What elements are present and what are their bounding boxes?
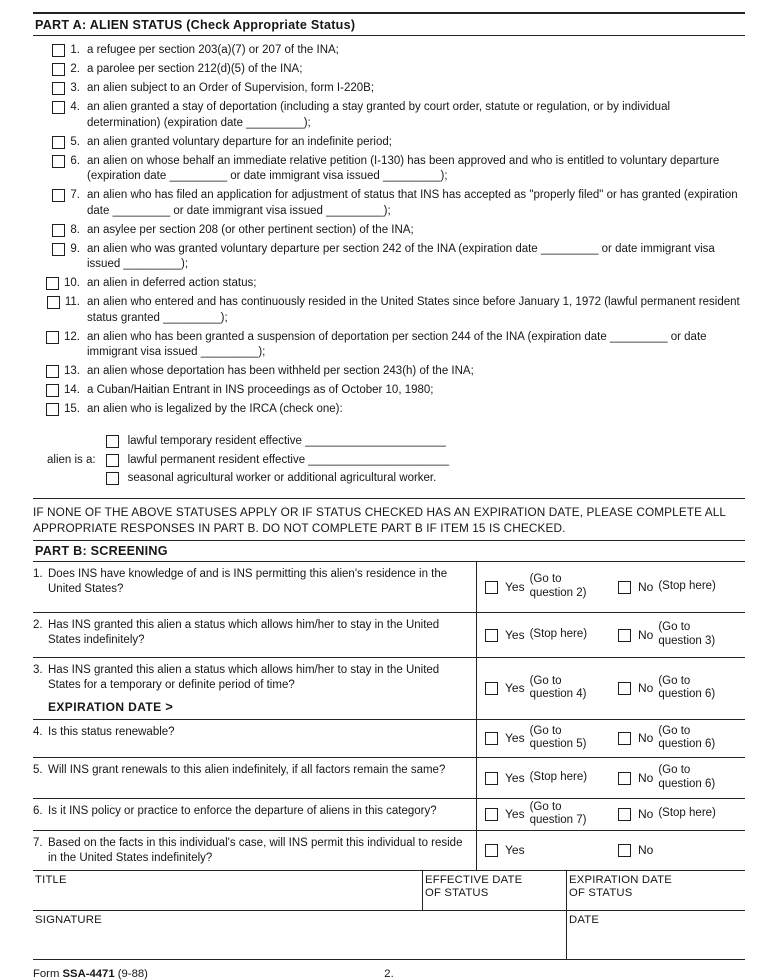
item-number: 6.	[70, 154, 80, 167]
question-number: 4.	[33, 725, 43, 738]
status-checkbox-14[interactable]	[46, 384, 59, 397]
yes-cell-q2	[477, 613, 610, 657]
yes-cell-q5	[477, 758, 610, 798]
yes-label: Yes	[505, 843, 525, 857]
no-cell-q7	[610, 831, 745, 870]
yes-checkbox-q7[interactable]	[485, 844, 498, 857]
form-footer	[33, 960, 745, 980]
status-item-9	[33, 242, 745, 273]
status-checkbox-11[interactable]	[47, 296, 60, 309]
signature-field[interactable]	[33, 911, 567, 960]
part-a-header: PART A: ALIEN STATUS (Check Appropriate Status)	[33, 12, 745, 36]
no-note: (Stop here)	[658, 807, 716, 820]
title-field[interactable]	[33, 871, 423, 911]
status-checkbox-6[interactable]	[52, 155, 65, 168]
status-checkbox-10[interactable]	[46, 277, 59, 290]
item-number: 13.	[64, 365, 80, 377]
effective-date-label: EFFECTIVE DATE OF STATUS	[425, 873, 523, 899]
item-text: an alien granted voluntary departure for an indefinite period;	[87, 135, 392, 148]
question-number: 7.	[33, 836, 43, 849]
yes-label: Yes	[505, 770, 525, 785]
page-number: 2.	[384, 967, 394, 980]
item-number: 12.	[64, 330, 80, 343]
status-checkbox-8[interactable]	[52, 224, 65, 237]
expiration-date-label: EXPIRATION DATE >	[48, 698, 174, 714]
no-note: (Go to question 6)	[658, 724, 716, 750]
item-text: an alien in deferred action status;	[87, 277, 257, 289]
no-note: (Stop here)	[658, 579, 716, 592]
alien-option-agricultural	[106, 470, 449, 486]
status-checkbox-12[interactable]	[46, 331, 59, 344]
screening-row-6	[33, 799, 745, 831]
screening-row-4	[33, 720, 745, 758]
question-number: 6.	[33, 804, 43, 817]
alien-is-a-label: alien is a:	[47, 453, 96, 466]
status-checkbox-15[interactable]	[46, 403, 59, 416]
no-cell-q3	[610, 658, 745, 719]
status-item-15	[33, 402, 745, 418]
item-text: a Cuban/Haitian Entrant in INS proceedings as of October 10, 1980;	[87, 384, 434, 396]
item-number: 15.	[64, 403, 80, 415]
status-checkbox-13[interactable]	[46, 365, 59, 378]
no-checkbox-q5[interactable]	[618, 772, 631, 785]
part-a-items	[33, 36, 745, 418]
status-item-11	[33, 295, 745, 326]
alien-is-a-options	[106, 431, 449, 489]
yes-label: Yes	[505, 579, 525, 594]
item-number: 5.	[70, 135, 80, 148]
question-text: Is this status renewable?	[48, 725, 175, 738]
screening-row-2	[33, 613, 745, 658]
question-cell	[33, 613, 477, 657]
item-text: an alien on whose behalf an immediate relative petition (I-130) has been approved and who is entitled to voluntary departure (expiration date _________ or date immigrant visa issued _________);	[87, 154, 720, 182]
item-number: 1.	[70, 44, 80, 56]
item-text: an alien who entered and has continuously resided in the United States since before January 1, 1972 (lawful permanent resident status granted _________);	[87, 296, 740, 324]
no-checkbox-q4[interactable]	[618, 732, 631, 745]
no-label: No	[638, 627, 654, 642]
no-label: No	[638, 731, 654, 745]
item-number: 8.	[70, 223, 80, 236]
status-item-1	[33, 43, 745, 59]
question-text-block	[48, 663, 464, 715]
yes-label: Yes	[505, 681, 525, 695]
yes-note: (Go to question 5)	[529, 724, 587, 750]
title-label: TITLE	[35, 873, 67, 886]
yes-checkbox-q3[interactable]	[485, 682, 498, 695]
screening-row-7	[33, 831, 745, 871]
question-text: Based on the facts in this individual's case, will INS permit this individual to reside in the United States indefinitely?	[48, 836, 463, 864]
expiration-date-label: EXPIRATION DATE OF STATUS	[569, 873, 673, 899]
option-text: lawful temporary resident effective ______________________	[127, 435, 446, 447]
yes-note: (Stop here)	[529, 770, 588, 783]
question-cell	[33, 831, 477, 870]
status-item-13	[33, 364, 745, 380]
yes-cell-q3	[477, 658, 610, 719]
question-number: 5.	[33, 763, 43, 776]
item-text: a parolee per section 212(d)(5) of the INA;	[87, 63, 303, 75]
question-text: Will INS grant renewals to this alien indefinitely, if all factors remain the same?	[48, 763, 446, 776]
yes-checkbox-q1[interactable]	[485, 581, 498, 594]
screening-table	[33, 562, 745, 871]
yes-cell-q4	[477, 720, 610, 757]
no-checkbox-q2[interactable]	[618, 629, 631, 642]
yes-label: Yes	[505, 731, 525, 745]
status-checkbox-2[interactable]	[52, 63, 65, 76]
no-checkbox-q6[interactable]	[618, 808, 631, 821]
alien-option-permanent	[106, 452, 449, 468]
question-cell	[33, 758, 477, 798]
yes-label: Yes	[505, 807, 525, 821]
no-checkbox-q3[interactable]	[618, 682, 631, 695]
status-item-5	[33, 135, 745, 151]
alien-is-a-section	[47, 431, 745, 489]
status-item-10	[33, 276, 745, 292]
question-number: 1.	[33, 567, 43, 580]
temporary-resident-checkbox[interactable]	[106, 435, 119, 448]
no-label: No	[638, 843, 654, 857]
question-cell	[33, 720, 477, 757]
item-text: an alien granted a stay of deportation (including a stay granted by court order, statute or regulation, or by individual determination) (expiration date _________);	[87, 101, 671, 129]
no-cell-q5	[610, 758, 745, 798]
screening-row-1	[33, 562, 745, 613]
question-number: 3.	[33, 663, 43, 676]
status-checkbox-3[interactable]	[52, 82, 65, 95]
question-cell	[33, 658, 477, 719]
yes-checkbox-q2[interactable]	[485, 629, 498, 642]
status-checkbox-5[interactable]	[52, 136, 65, 149]
status-item-7	[33, 188, 745, 219]
status-item-14	[33, 383, 745, 399]
yes-note: (Go to question 4)	[529, 674, 587, 700]
status-item-12	[33, 330, 745, 361]
yes-cell-q7	[477, 831, 610, 870]
question-text: Has INS granted this alien a status which allows him/her to stay in the United States for a temporary or definite period of time?	[48, 663, 440, 691]
item-number: 4.	[70, 101, 80, 113]
signature-label: SIGNATURE	[35, 913, 102, 926]
yes-cell-q6	[477, 799, 610, 830]
status-item-4	[33, 100, 745, 131]
status-checkbox-4[interactable]	[52, 101, 65, 114]
alien-option-temporary	[106, 433, 449, 449]
option-text: seasonal agricultural worker or additional agricultural worker.	[127, 472, 437, 484]
no-cell-q6	[610, 799, 745, 830]
status-checkbox-7[interactable]	[52, 189, 65, 202]
question-cell	[33, 562, 477, 612]
arrow-icon: >	[165, 698, 174, 714]
status-checkbox-9[interactable]	[52, 243, 65, 256]
yes-note: (Go to question 2)	[529, 573, 587, 599]
yes-label: Yes	[505, 627, 525, 642]
item-number: 2.	[70, 63, 80, 75]
screening-row-3	[33, 658, 745, 720]
question-number: 2.	[33, 618, 43, 631]
item-text: an alien who has filed an application for adjustment of status that INS has accepted as "properly filed" or has granted (expiration date _________ or date immigrant visa issued _________);	[87, 189, 738, 217]
status-item-2	[33, 62, 745, 78]
no-checkbox-q7[interactable]	[618, 844, 631, 857]
status-item-3	[33, 81, 745, 97]
option-text: lawful permanent resident effective ______________________	[127, 453, 449, 466]
no-label: No	[638, 807, 654, 821]
no-note: (Go to question 6)	[658, 674, 716, 700]
yes-checkbox-q6[interactable]	[485, 808, 498, 821]
agricultural-worker-checkbox[interactable]	[106, 472, 119, 485]
date-field[interactable]	[567, 911, 745, 960]
item-number: 3.	[70, 82, 80, 94]
status-item-6	[33, 154, 745, 185]
effective-date-field[interactable]	[423, 871, 567, 911]
yes-checkbox-q4[interactable]	[485, 732, 498, 745]
no-label: No	[638, 770, 654, 785]
yes-checkbox-q5[interactable]	[485, 772, 498, 785]
item-text: an alien subject to an Order of Supervision, form I-220B;	[87, 82, 375, 94]
no-note: (Go to question 6)	[658, 764, 716, 790]
no-note: (Go to question 3)	[658, 621, 716, 647]
item-number: 9.	[70, 242, 80, 255]
yes-note: (Go to question 7)	[529, 800, 587, 826]
question-cell	[33, 799, 477, 830]
no-cell-q2	[610, 613, 745, 657]
yes-cell-q1	[477, 562, 610, 612]
yes-note: (Stop here)	[529, 627, 588, 640]
permanent-resident-checkbox[interactable]	[106, 454, 119, 467]
item-number: 10.	[64, 277, 80, 289]
no-label: No	[638, 681, 654, 695]
status-checkbox-1[interactable]	[52, 44, 65, 57]
form-id: Form SSA-4471 (9-88)	[33, 967, 148, 980]
no-cell-q1	[610, 562, 745, 612]
item-text: an alien whose deportation has been withheld per section 243(h) of the INA;	[87, 365, 474, 377]
item-text: an alien who was granted voluntary departure per section 242 of the INA (expiration date _________ or date immigrant visa issued _________);	[87, 242, 715, 270]
item-text: an alien who is legalized by the IRCA (check one):	[87, 403, 343, 415]
item-text: an alien who has been granted a suspension of deportation per section 244 of the INA (expiration date _________ or date immigrant visa issued _________);	[87, 330, 707, 358]
signature-block	[33, 871, 745, 960]
question-text: Is it INS policy or practice to enforce the departure of aliens in this category?	[48, 804, 437, 817]
item-number: 7.	[70, 189, 80, 201]
item-number: 14.	[64, 384, 80, 396]
part-b-header: PART B: SCREENING	[33, 540, 745, 562]
expiration-date-field[interactable]	[567, 871, 745, 911]
no-cell-q4	[610, 720, 745, 757]
screening-row-5	[33, 758, 745, 799]
item-text: an asylee per section 208 (or other pertinent section) of the INA;	[87, 223, 414, 236]
no-checkbox-q1[interactable]	[618, 581, 631, 594]
question-text: Does INS have knowledge of and is INS permitting this alien's residence in the United States?	[48, 567, 448, 595]
date-label: DATE	[569, 913, 600, 926]
question-text: Has INS granted this alien a status which allows him/her to stay in the United States indefinitely?	[48, 618, 440, 646]
status-item-8	[33, 223, 745, 239]
form-number: SSA-4471	[62, 967, 115, 980]
item-number: 11.	[64, 296, 80, 308]
part-b-instruction: IF NONE OF THE ABOVE STATUSES APPLY OR IF STATUS CHECKED HAS AN EXPIRATION DATE, PLEASE COMPLETE ALL APPROPRIATE RESPONSES IN PART B. DO NOT COMPLETE PART B IF ITEM 15 IS CHECKED.	[33, 504, 726, 535]
no-label: No	[638, 579, 654, 594]
item-text: a refugee per section 203(a)(7) or 207 of the INA;	[87, 44, 339, 56]
